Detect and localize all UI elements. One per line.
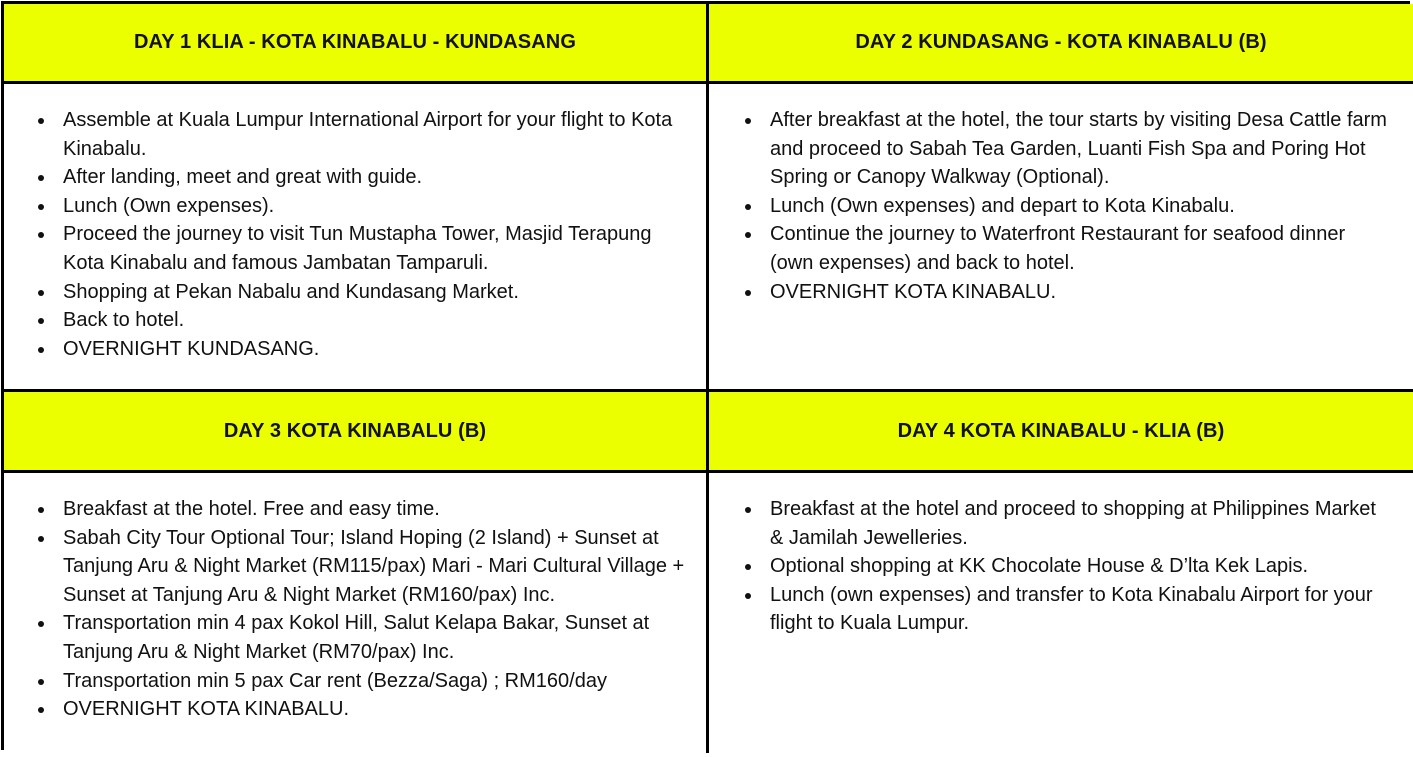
list-item: Lunch (Own expenses) and depart to Kota Kinabalu. — [737, 192, 1393, 221]
list-item: Sabah City Tour Optional Tour; Island Hoping (2 Island) + Sunset at Tanjung Aru & Night Market (RM115/pax) Mari - Mari Cultural Village + Sunset at Tanjung Aru & Night Market (RM160/pax) Inc. — [30, 524, 686, 610]
day-4-body — [709, 473, 1413, 753]
day-4-list — [737, 495, 1393, 638]
day-1-header: DAY 1 KLIA - KOTA KINABALU - KUNDASANG — [4, 4, 709, 84]
day-3-header: DAY 3 KOTA KINABALU (B) — [4, 392, 709, 473]
list-item: Lunch (own expenses) and transfer to Kota Kinabalu Airport for your flight to Kuala Lumpur. — [737, 581, 1393, 638]
list-item: Transportation min 4 pax Kokol Hill, Salut Kelapa Bakar, Sunset at Tanjung Aru & Night Market (RM70/pax) Inc. — [30, 609, 686, 666]
list-item: Proceed the journey to visit Tun Mustapha Tower, Masjid Terapung Kota Kinabalu and famous Jambatan Tamparuli. — [30, 220, 686, 277]
list-item: After landing, meet and great with guide. — [30, 163, 686, 192]
list-item: Lunch (Own expenses). — [30, 192, 686, 221]
list-item: Back to hotel. — [30, 306, 686, 335]
list-item: OVERNIGHT KOTA KINABALU. — [30, 695, 686, 724]
list-item: Assemble at Kuala Lumpur International Airport for your flight to Kota Kinabalu. — [30, 106, 686, 163]
list-item: OVERNIGHT KUNDASANG. — [30, 335, 686, 364]
day-3-body — [4, 473, 709, 753]
day-2-list — [737, 106, 1393, 306]
list-item: Breakfast at the hotel. Free and easy time. — [30, 495, 686, 524]
list-item: Shopping at Pekan Nabalu and Kundasang Market. — [30, 278, 686, 307]
list-item: Optional shopping at KK Chocolate House & D’lta Kek Lapis. — [737, 552, 1393, 581]
list-item: Transportation min 5 pax Car rent (Bezza/Saga) ; RM160/day — [30, 667, 686, 696]
day-1-body — [4, 84, 709, 392]
list-item: OVERNIGHT KOTA KINABALU. — [737, 278, 1393, 307]
list-item: Breakfast at the hotel and proceed to shopping at Philippines Market & Jamilah Jewelleries. — [737, 495, 1393, 552]
list-item: After breakfast at the hotel, the tour starts by visiting Desa Cattle farm and proceed to Sabah Tea Garden, Luanti Fish Spa and Poring Hot Spring or Canopy Walkway (Optional). — [737, 106, 1393, 192]
list-item: Continue the journey to Waterfront Restaurant for seafood dinner (own expenses) and back to hotel. — [737, 220, 1393, 277]
day-2-body — [709, 84, 1413, 392]
day-1-list — [30, 106, 686, 363]
itinerary-table — [1, 1, 1410, 750]
day-4-header: DAY 4 KOTA KINABALU - KLIA (B) — [709, 392, 1413, 473]
day-2-header: DAY 2 KUNDASANG - KOTA KINABALU (B) — [709, 4, 1413, 84]
day-3-list — [30, 495, 686, 724]
